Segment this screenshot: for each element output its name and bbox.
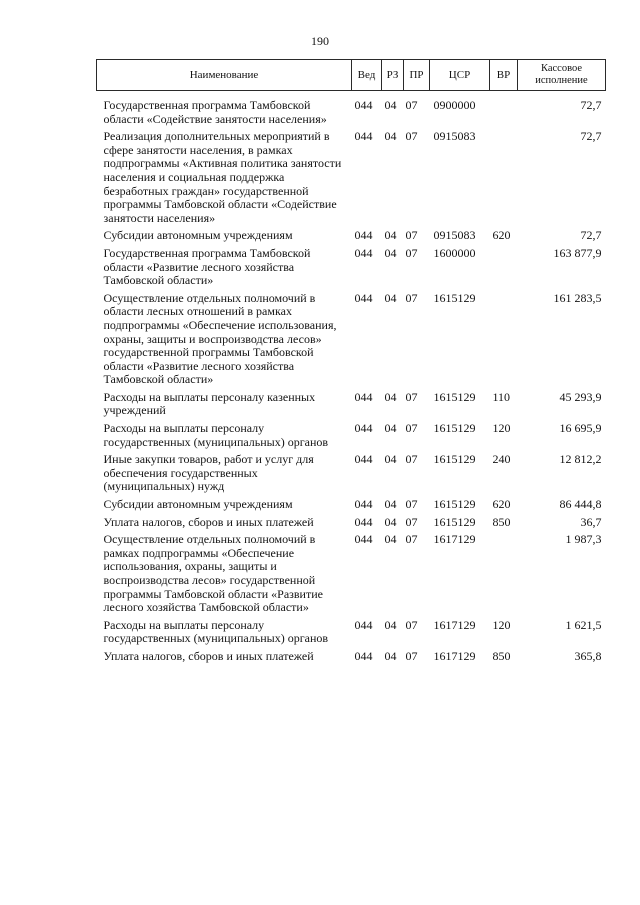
row-rz: 04 — [384, 514, 397, 529]
table-row — [97, 516, 606, 534]
row-pr: 07 — [405, 228, 418, 243]
row-name: Расходы на выплаты персоналу государственных (муниципальных) органов — [103, 421, 329, 449]
row-pr: 07 — [405, 129, 418, 144]
row-pr: 07 — [405, 98, 418, 112]
row-csr: 1617129 — [433, 648, 476, 663]
row-name: Осуществление отдельных полномочий в области лесных отношений в рамках подпрограммы «Обеспечение использования, охраны, защиты и воспроизводства лесов» государственной программы Тамбовской области «Развитие лесного хозяйства Тамбовской области» — [103, 290, 337, 387]
row-rz: 04 — [384, 497, 397, 512]
row-name: Осуществление отдельных полномочий в рамках подпрограммы «Обеспечение использования, охраны, защиты и воспроизводства лесов» государственной программы Тамбовской области «Развитие лесного хозяйства Тамбовской области» — [103, 532, 323, 615]
row-name: Уплата налогов, сборов и иных платежей — [103, 514, 314, 529]
row-ved: 044 — [354, 389, 373, 404]
row-rz: 04 — [384, 129, 397, 144]
row-vr — [490, 91, 518, 131]
row-amount: 72,7 — [580, 98, 602, 112]
row-pr: 07 — [405, 452, 418, 467]
row-csr: 1617129 — [433, 617, 476, 632]
row-vr — [490, 130, 518, 229]
row-vr: 620 — [492, 497, 511, 512]
row-ved: 044 — [354, 421, 373, 436]
row-pr: 07 — [405, 290, 418, 305]
row-vr: 850 — [492, 648, 511, 663]
table-row — [97, 229, 606, 247]
row-csr: 1615129 — [433, 452, 476, 467]
row-csr: 0900000 — [433, 98, 476, 112]
header-name: Наименование — [97, 60, 352, 91]
table-row — [97, 391, 606, 422]
row-csr: 1600000 — [433, 245, 476, 260]
table-body — [97, 91, 606, 668]
row-pr: 07 — [405, 389, 418, 404]
row-name: Иные закупки товаров, работ и услуг для обеспечения государственных (муниципальных) нужд — [103, 452, 314, 494]
row-csr: 1615129 — [433, 497, 476, 512]
row-name: Субсидии автономным учреждениям — [103, 497, 293, 512]
row-ved: 044 — [354, 290, 373, 305]
row-csr: 1617129 — [433, 532, 476, 547]
row-rz: 04 — [384, 532, 397, 547]
table-header — [97, 60, 606, 91]
row-name: Государственная программа Тамбовской области «Развитие лесного хозяйства Тамбовской области» — [103, 245, 311, 288]
row-name: Субсидии автономным учреждениям — [103, 228, 293, 243]
table-row — [97, 533, 606, 619]
row-rz: 04 — [384, 228, 397, 243]
row-vr — [490, 292, 518, 391]
header-vr: ВР — [490, 60, 518, 91]
row-vr: 850 — [492, 514, 511, 529]
row-rz: 04 — [384, 617, 397, 632]
row-amount: 72,7 — [580, 129, 602, 144]
row-vr — [490, 247, 518, 292]
row-csr: 0915083 — [433, 228, 476, 243]
row-amount: 16 695,9 — [559, 421, 602, 436]
row-ved: 044 — [354, 452, 373, 467]
row-amount: 12 812,2 — [559, 452, 602, 467]
row-name: Расходы на выплаты персоналу казенных учреждений — [103, 389, 316, 418]
table-row — [97, 247, 606, 292]
row-pr: 07 — [405, 532, 418, 547]
row-rz: 04 — [384, 452, 397, 467]
row-rz: 04 — [384, 389, 397, 404]
row-csr: 1615129 — [433, 290, 476, 305]
row-ved: 044 — [354, 617, 373, 632]
row-vr: 620 — [492, 228, 511, 243]
row-name: Уплата налогов, сборов и иных платежей — [103, 648, 314, 663]
row-amount: 36,7 — [580, 514, 602, 529]
row-name: Расходы на выплаты персоналу государственных (муниципальных) органов — [103, 617, 329, 646]
row-rz: 04 — [384, 648, 397, 663]
budget-table — [96, 59, 606, 668]
row-pr: 07 — [405, 514, 418, 529]
row-vr — [490, 533, 518, 619]
row-csr: 1615129 — [433, 514, 476, 529]
row-name: Государственная программа Тамбовской области «Содействие занятости населения» — [103, 98, 327, 126]
table-row — [97, 91, 606, 131]
row-vr: 110 — [492, 389, 511, 404]
row-rz: 04 — [384, 98, 397, 112]
row-vr: 120 — [492, 421, 511, 436]
table-row — [97, 422, 606, 453]
header-ved: Вед — [352, 60, 382, 91]
row-amount: 86 444,8 — [559, 497, 602, 512]
header-amount: Кассовое исполнение — [518, 60, 606, 91]
table-row — [97, 619, 606, 650]
header-pr: ПР — [404, 60, 430, 91]
table-row — [97, 453, 606, 498]
row-amount: 161 283,5 — [553, 290, 602, 305]
page-number: 190 — [311, 34, 329, 48]
row-pr: 07 — [405, 617, 418, 632]
row-rz: 04 — [384, 245, 397, 260]
row-ved: 044 — [354, 514, 373, 529]
row-pr: 07 — [405, 421, 418, 436]
row-rz: 04 — [384, 290, 397, 305]
row-pr: 07 — [405, 497, 418, 512]
table-row — [97, 650, 606, 668]
row-name: Реализация дополнительных мероприятий в сфере занятости населения, в рамках подпрограммы «Активная политика занятости населения и социальная поддержка безработных граждан» государственной программы Тамбовской области «Содействие занятости населения» — [103, 129, 342, 225]
row-ved: 044 — [354, 497, 373, 512]
row-amount: 72,7 — [580, 228, 602, 243]
row-amount: 1 621,5 — [565, 617, 602, 632]
row-amount: 163 877,9 — [553, 245, 602, 260]
row-csr: 1615129 — [433, 389, 476, 404]
row-ved: 044 — [354, 129, 373, 144]
row-amount: 365,8 — [574, 648, 602, 663]
row-pr: 07 — [405, 245, 418, 260]
row-pr: 07 — [405, 648, 418, 663]
row-amount: 1 987,3 — [565, 532, 602, 547]
row-ved: 044 — [354, 532, 373, 547]
row-rz: 04 — [384, 421, 397, 436]
row-amount: 45 293,9 — [559, 389, 602, 404]
row-vr: 120 — [492, 617, 511, 632]
table-row — [97, 498, 606, 516]
header-csr: ЦСР — [430, 60, 490, 91]
row-csr: 1615129 — [433, 421, 476, 436]
row-ved: 044 — [354, 245, 373, 260]
header-rz: РЗ — [382, 60, 404, 91]
table-row — [97, 292, 606, 391]
table-row — [97, 130, 606, 229]
row-ved: 044 — [354, 228, 373, 243]
row-ved: 044 — [354, 648, 373, 663]
row-vr: 240 — [492, 452, 511, 467]
row-ved: 044 — [354, 98, 373, 112]
row-csr: 0915083 — [433, 129, 476, 144]
